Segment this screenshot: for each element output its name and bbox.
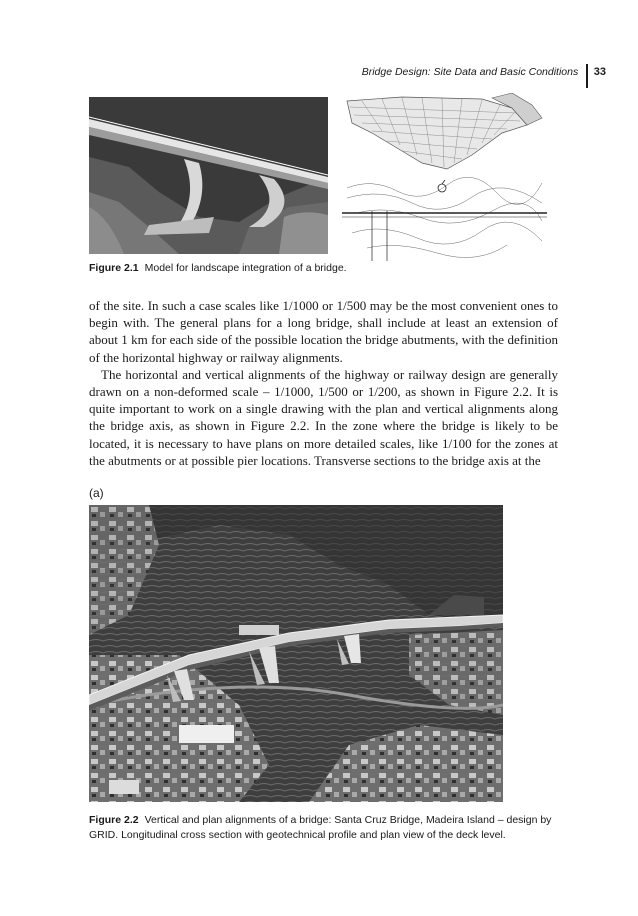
- figure-2-caption: [89, 813, 559, 843]
- running-head-divider: [586, 64, 588, 88]
- figure-2-label: Figure 2.2: [89, 814, 139, 826]
- aerial-bridge-photo: [89, 505, 503, 802]
- page-number: 33: [593, 66, 606, 78]
- running-head: [362, 64, 606, 86]
- figure-2-caption-text: Vertical and plan alignments of a bridge: Santa Cruz Bridge, Madeira Island – design by GRID. Longitudinal cross section with geotechnical profile and plan view of the deck level.: [89, 814, 552, 841]
- running-head-title: Bridge Design: Site Data and Basic Conditions: [361, 66, 579, 78]
- figure-1-caption-text: Model for landscape integration of a bridge.: [144, 262, 347, 274]
- paragraph: The horizontal and vertical alignments of the highway or railway design are generally drawn on a non-deformed scale – 1/1000, 1/500 or 1/200, as shown in Figure 2.2. It is quite important to work on a single drawing with the plan and vertical alignments along the bridge axis, as shown in Figure 2.2. In the zone where the bridge is likely to be located, it is necessary to have plans on more detailed scales, like 1/100 for the zones at the abutments or at possible pier locations. Transverse sections to the bridge axis at the: [89, 366, 558, 468]
- bridge-model-render: [89, 97, 328, 254]
- paragraph: of the site. In such a case scales like 1/1000 or 1/500 may be the most convenient ones to begin with. The general plans for a long bridge, shall include at least an extension of about 1 km for each side of the possible location the bridge abutments, with the definition of the horizontal highway or railway alignments.: [89, 298, 558, 365]
- terrain-wireframe-and-plan: [342, 93, 547, 261]
- figure-1-caption: [89, 261, 347, 276]
- body-text: [89, 297, 558, 469]
- figure-1-label: Figure 2.1: [89, 262, 139, 274]
- figure-2-panel-label: (a): [89, 486, 104, 500]
